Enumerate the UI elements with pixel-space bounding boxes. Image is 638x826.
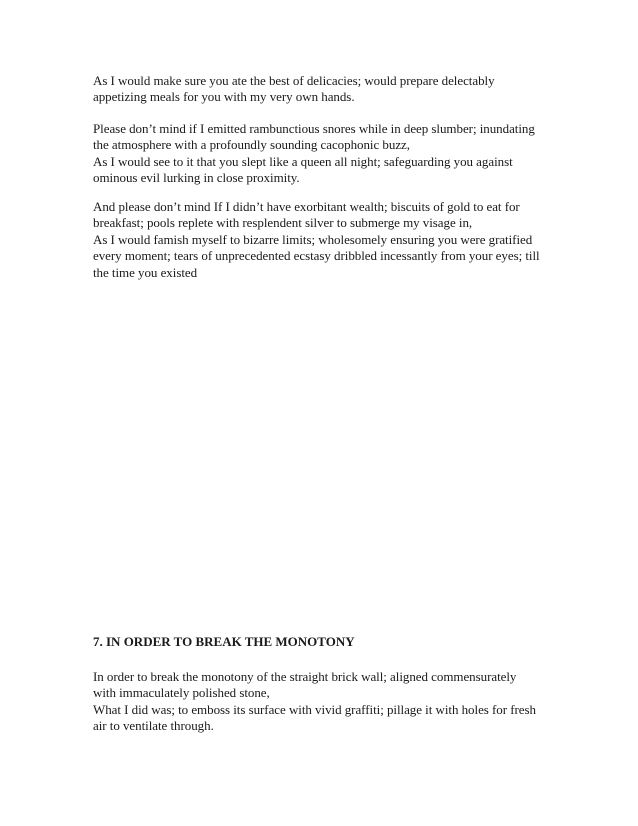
text-line: As I would see to it that you slept like a queen all night; safeguarding you against [93,153,513,169]
text-line: with immaculately polished stone, [93,685,270,701]
text-line: appetizing meals for you with my very own hands. [93,89,355,105]
paragraph-monotony [93,669,553,735]
text-line: As I would make sure you ate the best of delicacies; would prepare delectably [93,73,495,88]
text-line: every moment; tears of unprecedented ecstasy dribbled incessantly from your eyes; till [93,248,540,264]
text-line: And please don’t mind If I didn’t have exorbitant wealth; biscuits of gold to eat for [93,199,520,214]
text-line: What I did was; to emboss its surface with vivid graffiti; pillage it with holes for fresh [93,701,536,717]
text-line: In order to break the monotony of the straight brick wall; aligned commensurately [93,669,517,684]
text-line: As I would famish myself to bizarre limits; wholesomely ensuring you were gratified [93,231,533,247]
text-line: the time you existed [93,264,198,280]
text-line: the atmosphere with a profoundly sounding cacophonic buzz, [93,137,410,153]
text-line: ominous evil lurking in close proximity. [93,170,300,186]
text-line: breakfast; pools replete with resplendent silver to submerge my visage in, [93,215,473,231]
text-line: Please don’t mind if I emitted rambunctious snores while in deep slumber; inundating [93,121,535,136]
paragraph-delicacies [93,73,553,106]
paragraph-snores [93,121,553,187]
paragraph-wealth [93,199,553,281]
section-heading: 7. IN ORDER TO BREAK THE MONOTONY [93,634,355,649]
text-line: air to ventilate through. [93,718,214,734]
